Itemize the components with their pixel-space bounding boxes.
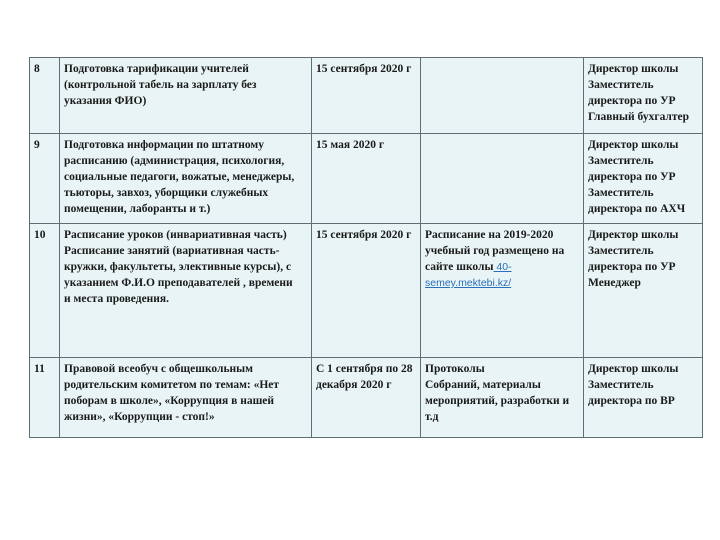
task-line: социальные педагоги, вожатые, менеджеры,	[64, 171, 295, 183]
table-row	[30, 58, 703, 134]
responsible-line: Главный бухгалтер	[588, 111, 690, 123]
result-cell	[421, 134, 584, 224]
row-number: 8	[30, 58, 60, 134]
task-cell	[60, 224, 312, 358]
result-cell	[421, 224, 584, 358]
task-line: и места проведения.	[64, 293, 170, 305]
result-line: мероприятий, разработки и	[425, 395, 570, 407]
school-site-link[interactable]: 40-	[493, 261, 512, 273]
responsible-line: Директор школы	[588, 63, 679, 75]
responsible-line: Заместитель	[588, 245, 654, 257]
result-line: Расписание на 2019-2020	[425, 229, 554, 241]
task-line: жизни», «Коррупции - стоп!»	[64, 411, 215, 423]
date-line: декабря 2020 г	[316, 379, 392, 391]
responsible-cell	[584, 224, 703, 358]
task-line: указанием Ф.И.О преподавателей , времени	[64, 277, 293, 289]
task-line: Расписание занятий (вариативная часть-	[64, 245, 280, 257]
task-line: Правовой всеобуч с общешкольным	[64, 363, 253, 375]
responsible-line: Заместитель	[588, 79, 654, 91]
responsible-line: Заместитель	[588, 155, 654, 167]
row-number: 9	[30, 134, 60, 224]
responsible-line: директора по УР	[588, 95, 676, 107]
date-cell	[312, 134, 421, 224]
plan-table-body	[30, 58, 703, 438]
task-cell	[60, 134, 312, 224]
result-line: Протоколы	[425, 363, 485, 375]
responsible-line: директора по УР	[588, 171, 676, 183]
result-cell	[421, 58, 584, 134]
date-line: 15 мая 2020 г	[316, 139, 385, 151]
result-line: Собраний, материалы	[425, 379, 541, 391]
date-cell	[312, 58, 421, 134]
school-site-link[interactable]: semey.mektebi.kz/	[425, 277, 512, 289]
task-line: (контрольной табель на зарплату без	[64, 79, 257, 91]
responsible-line: Директор школы	[588, 363, 679, 375]
row-number: 10	[30, 224, 60, 358]
table-row	[30, 358, 703, 438]
task-line: родительским комитетом по темам: «Нет	[64, 379, 280, 391]
row-number: 11	[30, 358, 60, 438]
task-line: кружки, факультеты, элективные курсы), с	[64, 261, 292, 273]
date-line: 15 сентября 2020 г	[316, 63, 412, 75]
table-row	[30, 224, 703, 358]
task-line: расписанию (администрация, психология,	[64, 155, 285, 167]
task-cell	[60, 58, 312, 134]
task-line: помещении, лаборанты и т.)	[64, 203, 211, 215]
responsible-line: Заместитель	[588, 187, 654, 199]
responsible-cell	[584, 58, 703, 134]
task-line: тьюторы, завхоз, уборщики служебных	[64, 187, 269, 199]
responsible-line: Директор школы	[588, 229, 679, 241]
result-line: т.д	[425, 411, 439, 423]
task-line: указания ФИО)	[64, 95, 147, 107]
date-line: 15 сентября 2020 г	[316, 229, 412, 241]
responsible-cell	[584, 134, 703, 224]
task-cell	[60, 358, 312, 438]
task-line: Расписание уроков (инвариативная часть)	[64, 229, 287, 241]
date-cell	[312, 224, 421, 358]
responsible-line: директора по ВР	[588, 395, 675, 407]
task-line: Подготовка тарификации учителей	[64, 63, 249, 75]
result-cell	[421, 358, 584, 438]
responsible-line: директора по АХЧ	[588, 203, 686, 215]
plan-table	[29, 57, 703, 438]
responsible-line: Менеджер	[588, 277, 641, 289]
responsible-line: директора по УР	[588, 261, 676, 273]
date-cell	[312, 358, 421, 438]
responsible-line: Заместитель	[588, 379, 654, 391]
responsible-line: Директор школы	[588, 139, 679, 151]
task-line: поборам в школе», «Коррупция в нашей	[64, 395, 275, 407]
result-line	[425, 275, 579, 291]
date-line: С 1 сентября по 28	[316, 363, 413, 375]
result-line: сайте школы 40-	[425, 261, 512, 273]
responsible-cell	[584, 358, 703, 438]
task-line: Подготовка информации по штатному	[64, 139, 264, 151]
table-row	[30, 134, 703, 224]
result-line: учебный год размещено на	[425, 245, 565, 257]
